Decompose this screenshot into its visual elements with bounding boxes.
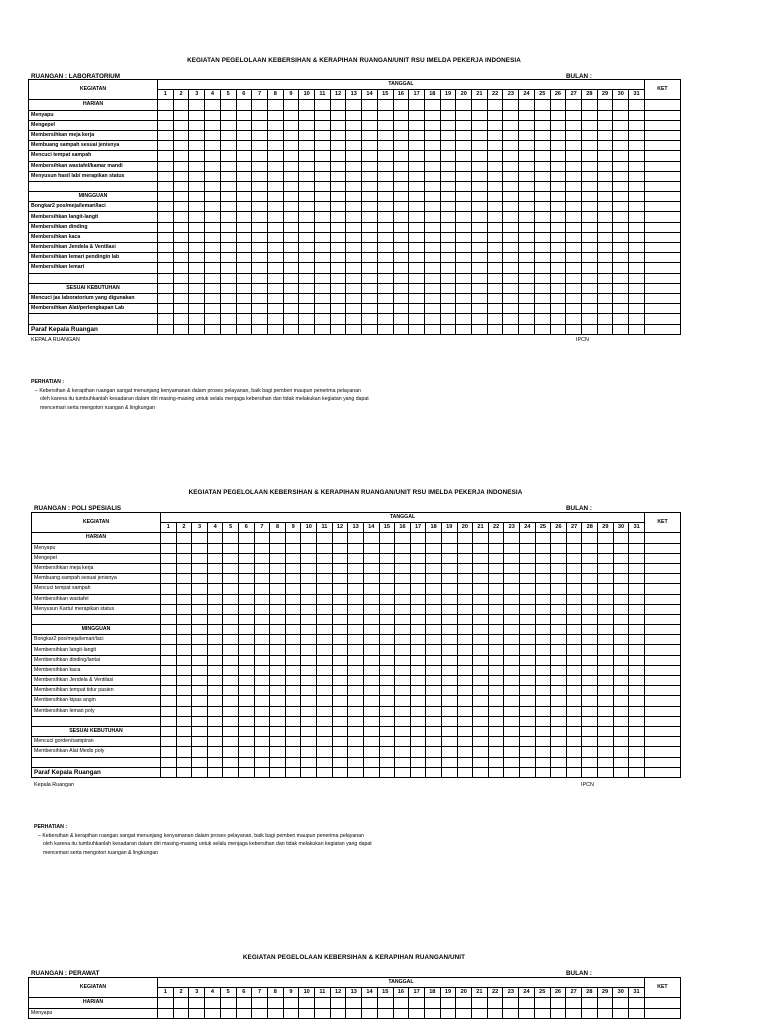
activity-label: Membersihkan tempat tidur pasien [32,686,161,696]
check-cell[interactable] [456,998,472,1008]
day-number: 11 [315,90,331,100]
perhatian-heading: PERHATIAN : [34,824,68,830]
day-number: 5 [220,988,236,998]
paraf-label: Paraf Kepala Ruangan [29,324,158,334]
check-cell[interactable] [362,998,378,1008]
check-cell[interactable] [629,1008,645,1018]
day-number: 29 [597,988,613,998]
activity-label: Menyapu [29,110,158,120]
activity-label: Membersihkan Alat Medis poly [32,747,161,757]
check-cell[interactable] [534,1008,550,1018]
check-cell[interactable] [440,1008,456,1018]
activity-label: Membersihkan lemari poly [32,706,161,716]
check-cell[interactable] [503,1008,519,1018]
check-cell[interactable] [299,1008,315,1018]
day-number: 28 [582,523,598,533]
section-label: MINGGUAN [29,192,158,202]
day-number: 18 [424,988,440,998]
day-number: 28 [581,988,597,998]
day-number: 31 [629,988,645,998]
activity-label: Membersihkan dinding/lantai [32,655,161,665]
check-cell[interactable] [644,998,680,1008]
day-number: 23 [503,90,519,100]
day-number: 29 [598,523,614,533]
day-number: 10 [299,988,315,998]
check-cell[interactable] [487,998,503,1008]
day-number: 15 [379,523,395,533]
form-title: KEGIATAN PEGELOLAAN KEBERSIHAN & KERAPIHAN RUANGAN/UNIT [242,954,466,961]
activity-label: Membersihkan lemari pendingin lab [29,253,158,263]
day-number: 21 [472,988,488,998]
day-number: 16 [395,523,411,533]
perhatian-heading: PERHATIAN : [31,379,65,385]
check-cell[interactable] [456,1008,472,1018]
ipcn-label: IPCN [576,337,589,343]
activity-label: Menyapu [32,543,161,553]
day-number: 14 [362,988,378,998]
day-number: 14 [362,90,378,100]
day-number: 27 [566,523,582,533]
activity-label: Mengepel [32,553,161,563]
day-number: 11 [315,988,331,998]
check-cell[interactable] [597,998,613,1008]
activity-label: Menyusun hasil lab/ merapikan status [29,171,158,181]
form-title: KEGIATAN PEGELOLAAN KEBERSIHAN & KERAPIHAN RUANGAN/UNIT RSU IMELDA PEKERJA INDONESIA [187,57,521,64]
check-cell[interactable] [472,998,488,1008]
day-number: 21 [473,523,489,533]
note-line: oleh karena itu tumbuhkanlah kesadaran dalam diri masing-masing untuk selalu menjaga kebersihan dan tidak melakukan kegiatan yang dapat [40,396,369,403]
note-line: – Kebersihan & kerapihan ruangan sangat menunjang kenyamanan dalam proses pelayanan, baik bagi pemberi maupun penerima pelayanan [35,387,361,394]
day-number: 18 [426,523,442,533]
header-row [29,978,681,988]
check-cell[interactable] [597,1008,613,1018]
day-number: 20 [457,523,473,533]
activity-label: Menyapu [29,1008,158,1018]
activity-label: Membersihkan Jendela & Ventilasi [32,676,161,686]
section-label: MINGGUAN [32,625,161,635]
day-number: 29 [597,90,613,100]
day-number: 10 [299,90,315,100]
activity-label: Membersihkan wastafel/kamar mandi [29,161,158,171]
activity-label: Membuang sampah sesuai jenisnya [29,141,158,151]
paraf-label: Paraf Kepala Ruangan [32,767,161,777]
check-cell[interactable] [220,1008,236,1018]
check-cell[interactable] [346,1008,362,1018]
day-number: 14 [363,523,379,533]
day-number: 9 [285,523,301,533]
check-cell[interactable] [189,998,205,1008]
section-label: SESUAI KEBUTUHAN [32,726,161,736]
activity-label: Bongkar2 pos/meja/lemari/laci [29,202,158,212]
day-number: 7 [254,523,270,533]
check-cell[interactable] [315,998,331,1008]
activity-label: Membersihkan kaca [29,232,158,242]
check-cell[interactable] [440,998,456,1008]
check-cell[interactable] [377,998,393,1008]
check-cell[interactable] [566,1008,582,1018]
check-cell[interactable] [424,998,440,1008]
day-number: 3 [189,90,205,100]
day-number: 12 [332,523,348,533]
check-cell[interactable] [503,998,519,1008]
activity-label: Membersihkan kipas angin [32,696,161,706]
check-cell[interactable] [472,1008,488,1018]
day-number: 22 [488,523,504,533]
check-cell[interactable] [189,1008,205,1018]
note-line: – Kebersihan & kerapihan ruangan sangat menunjang kenyamanan dalam proses pelayanan, baik bagi pemberi maupun penerima pelayanan [38,832,364,839]
check-cell[interactable] [220,998,236,1008]
day-number: 30 [613,90,629,100]
day-number: 12 [330,988,346,998]
check-cell[interactable] [267,1008,283,1018]
day-number: 8 [267,90,283,100]
day-number: 3 [192,523,208,533]
day-number: 1 [158,90,174,100]
activity-label: Membersihkan langit-langit [32,645,161,655]
day-number: 5 [220,90,236,100]
activity-label: Mencuci jas laboratorium yang digunakan [29,293,158,303]
day-number: 25 [535,523,551,533]
check-cell[interactable] [346,998,362,1008]
activity-label: Mencuci tempat sampah [32,584,161,594]
check-cell[interactable] [409,998,425,1008]
day-number: 9 [283,90,299,100]
section-label: HARIAN [32,533,161,543]
day-number: 7 [252,988,268,998]
ruangan-label: RUANGAN : LABORATORIUM [31,73,120,80]
ruangan-label: RUANGAN : POLI SPESIALIS [34,505,122,512]
day-number: 17 [409,988,425,998]
ket-header: KET [644,978,680,998]
day-number: 2 [173,988,189,998]
day-number: 13 [348,523,364,533]
check-cell[interactable] [566,998,582,1008]
activity-label: Membersihkan dinding [29,222,158,232]
day-number: 8 [267,988,283,998]
check-cell[interactable] [283,998,299,1008]
check-cell[interactable] [644,1008,680,1018]
activity-label: Bongkar2 pos/meja/lemari/laci [32,635,161,645]
check-cell[interactable] [173,1008,189,1018]
day-number: 30 [613,988,629,998]
check-cell[interactable] [581,1008,597,1018]
day-number: 21 [472,90,488,100]
day-number: 2 [176,523,192,533]
day-number: 6 [236,90,252,100]
day-number: 31 [629,523,645,533]
day-number: 17 [409,90,425,100]
day-number: 1 [161,523,177,533]
day-number: 12 [330,90,346,100]
ipcn-label: IPCN [581,782,594,788]
check-cell[interactable] [409,1008,425,1018]
day-number: 9 [283,988,299,998]
day-number: 22 [487,90,503,100]
day-number: 16 [393,988,409,998]
check-cell[interactable] [393,998,409,1008]
day-number: 19 [440,90,456,100]
day-number: 10 [301,523,317,533]
tanggal-header: TANGGAL [158,80,645,90]
activity-table [28,977,681,1019]
bulan-label: BULAN : [566,505,592,512]
day-number: 22 [487,988,503,998]
activity-label: Mencuci tempat sampah [29,151,158,161]
ruangan-label: RUANGAN : PERAWAT [31,970,100,977]
day-number: 13 [346,988,362,998]
section-label: HARIAN [29,998,158,1008]
activity-label: Membersihkan langit-langit [29,212,158,222]
day-number: 20 [456,90,472,100]
check-cell[interactable] [613,998,629,1008]
day-number: 6 [236,988,252,998]
check-cell[interactable] [236,998,252,1008]
activity-row [29,1008,681,1018]
check-cell[interactable] [236,1008,252,1018]
kepala-ruangan-label: KEPALA RUANGAN [31,337,80,343]
check-cell[interactable] [534,998,550,1008]
day-number: 15 [377,90,393,100]
check-cell[interactable] [393,1008,409,1018]
check-cell[interactable] [173,998,189,1008]
day-number: 25 [534,988,550,998]
check-cell[interactable] [330,1008,346,1018]
check-cell[interactable] [158,1008,174,1018]
ket-header: KET [644,80,680,100]
day-number: 18 [424,90,440,100]
check-cell[interactable] [424,1008,440,1018]
bulan-label: BULAN : [566,73,592,80]
bulan-label: BULAN : [566,970,592,977]
day-number: 26 [550,90,566,100]
check-cell[interactable] [299,998,315,1008]
check-cell[interactable] [158,998,174,1008]
day-number: 19 [440,988,456,998]
tanggal-header: TANGGAL [161,513,645,523]
check-cell[interactable] [487,1008,503,1018]
kegiatan-header: KEGIATAN [29,978,158,998]
check-cell[interactable] [252,1008,268,1018]
check-cell[interactable] [267,998,283,1008]
day-number: 24 [520,523,536,533]
check-cell[interactable] [550,998,566,1008]
day-number: 6 [239,523,255,533]
day-number: 30 [613,523,629,533]
activity-label: Mencuci gorden/sampiran [32,737,161,747]
day-number: 31 [629,90,645,100]
check-cell[interactable] [629,998,645,1008]
day-number: 15 [377,988,393,998]
day-number: 28 [581,90,597,100]
section-row [29,998,681,1008]
check-cell[interactable] [550,1008,566,1018]
day-number: 4 [205,90,221,100]
activity-label: Menyusun Kartu/ merapikan status [32,604,161,614]
kegiatan-header: KEGIATAN [29,80,158,100]
day-number: 24 [519,90,535,100]
day-number: 26 [551,523,567,533]
activity-label: Membersihkan Alat/perlengkapan Lab [29,304,158,314]
day-number: 20 [456,988,472,998]
day-number: 5 [223,523,239,533]
day-number: 1 [158,988,174,998]
day-number: 25 [534,90,550,100]
form-title: KEGIATAN PEGELOLAAN KEBERSIHAN & KERAPIHAN RUANGAN/UNIT RSU IMELDA PEKERJA INDONESIA [188,489,523,496]
day-number: 23 [503,988,519,998]
check-cell[interactable] [581,998,597,1008]
tanggal-header: TANGGAL [158,978,645,988]
kepala-ruangan-label: Kepala Ruangan [34,782,75,788]
day-number: 19 [441,523,457,533]
activity-label: Membersihkan Jendela & Ventilasi [29,243,158,253]
section-label: HARIAN [29,100,158,110]
day-number: 17 [410,523,426,533]
check-cell[interactable] [205,1008,221,1018]
activity-label: Membersihkan kaca [32,665,161,675]
check-cell[interactable] [377,1008,393,1018]
activity-label: Membersihkan lemari [29,263,158,273]
check-cell[interactable] [330,998,346,1008]
activity-label: Membersihkan meja kerja [29,130,158,140]
check-cell[interactable] [252,998,268,1008]
day-number: 4 [207,523,223,533]
day-number: 24 [519,988,535,998]
day-number: 16 [393,90,409,100]
note-line: oleh karena itu tumbuhkanlah kesadaran dalam diri masing-masing untuk selalu menjaga kebersihan dan tidak melakukan kegiatan yang dapat [43,841,372,848]
activity-label: Membersihkan meja kerja [32,563,161,573]
check-cell[interactable] [205,998,221,1008]
day-number: 4 [205,988,221,998]
day-number: 23 [504,523,520,533]
check-cell[interactable] [519,1008,535,1018]
ket-header: KET [645,513,681,533]
activity-label: Membuang sampah sesuai jenisnya [32,574,161,584]
check-cell[interactable] [519,998,535,1008]
day-number: 8 [270,523,286,533]
note-line: mencemari serta mengotori ruangan & lingkungan [40,404,156,411]
check-cell[interactable] [315,1008,331,1018]
activity-label: Membersihkan wastafel [32,594,161,604]
day-number: 2 [173,90,189,100]
activity-label: Mengepel [29,120,158,130]
section-label: SESUAI KEBUTUHAN [29,283,158,293]
day-number: 7 [252,90,268,100]
check-cell[interactable] [362,1008,378,1018]
day-number: 11 [317,523,333,533]
kegiatan-header: KEGIATAN [32,513,161,533]
day-number: 3 [189,988,205,998]
day-number: 27 [566,988,582,998]
check-cell[interactable] [613,1008,629,1018]
day-number: 13 [346,90,362,100]
day-number: 26 [550,988,566,998]
day-number: 27 [566,90,582,100]
check-cell[interactable] [283,1008,299,1018]
note-line: mencemari serta mengotori ruangan & lingkungan [43,849,159,856]
